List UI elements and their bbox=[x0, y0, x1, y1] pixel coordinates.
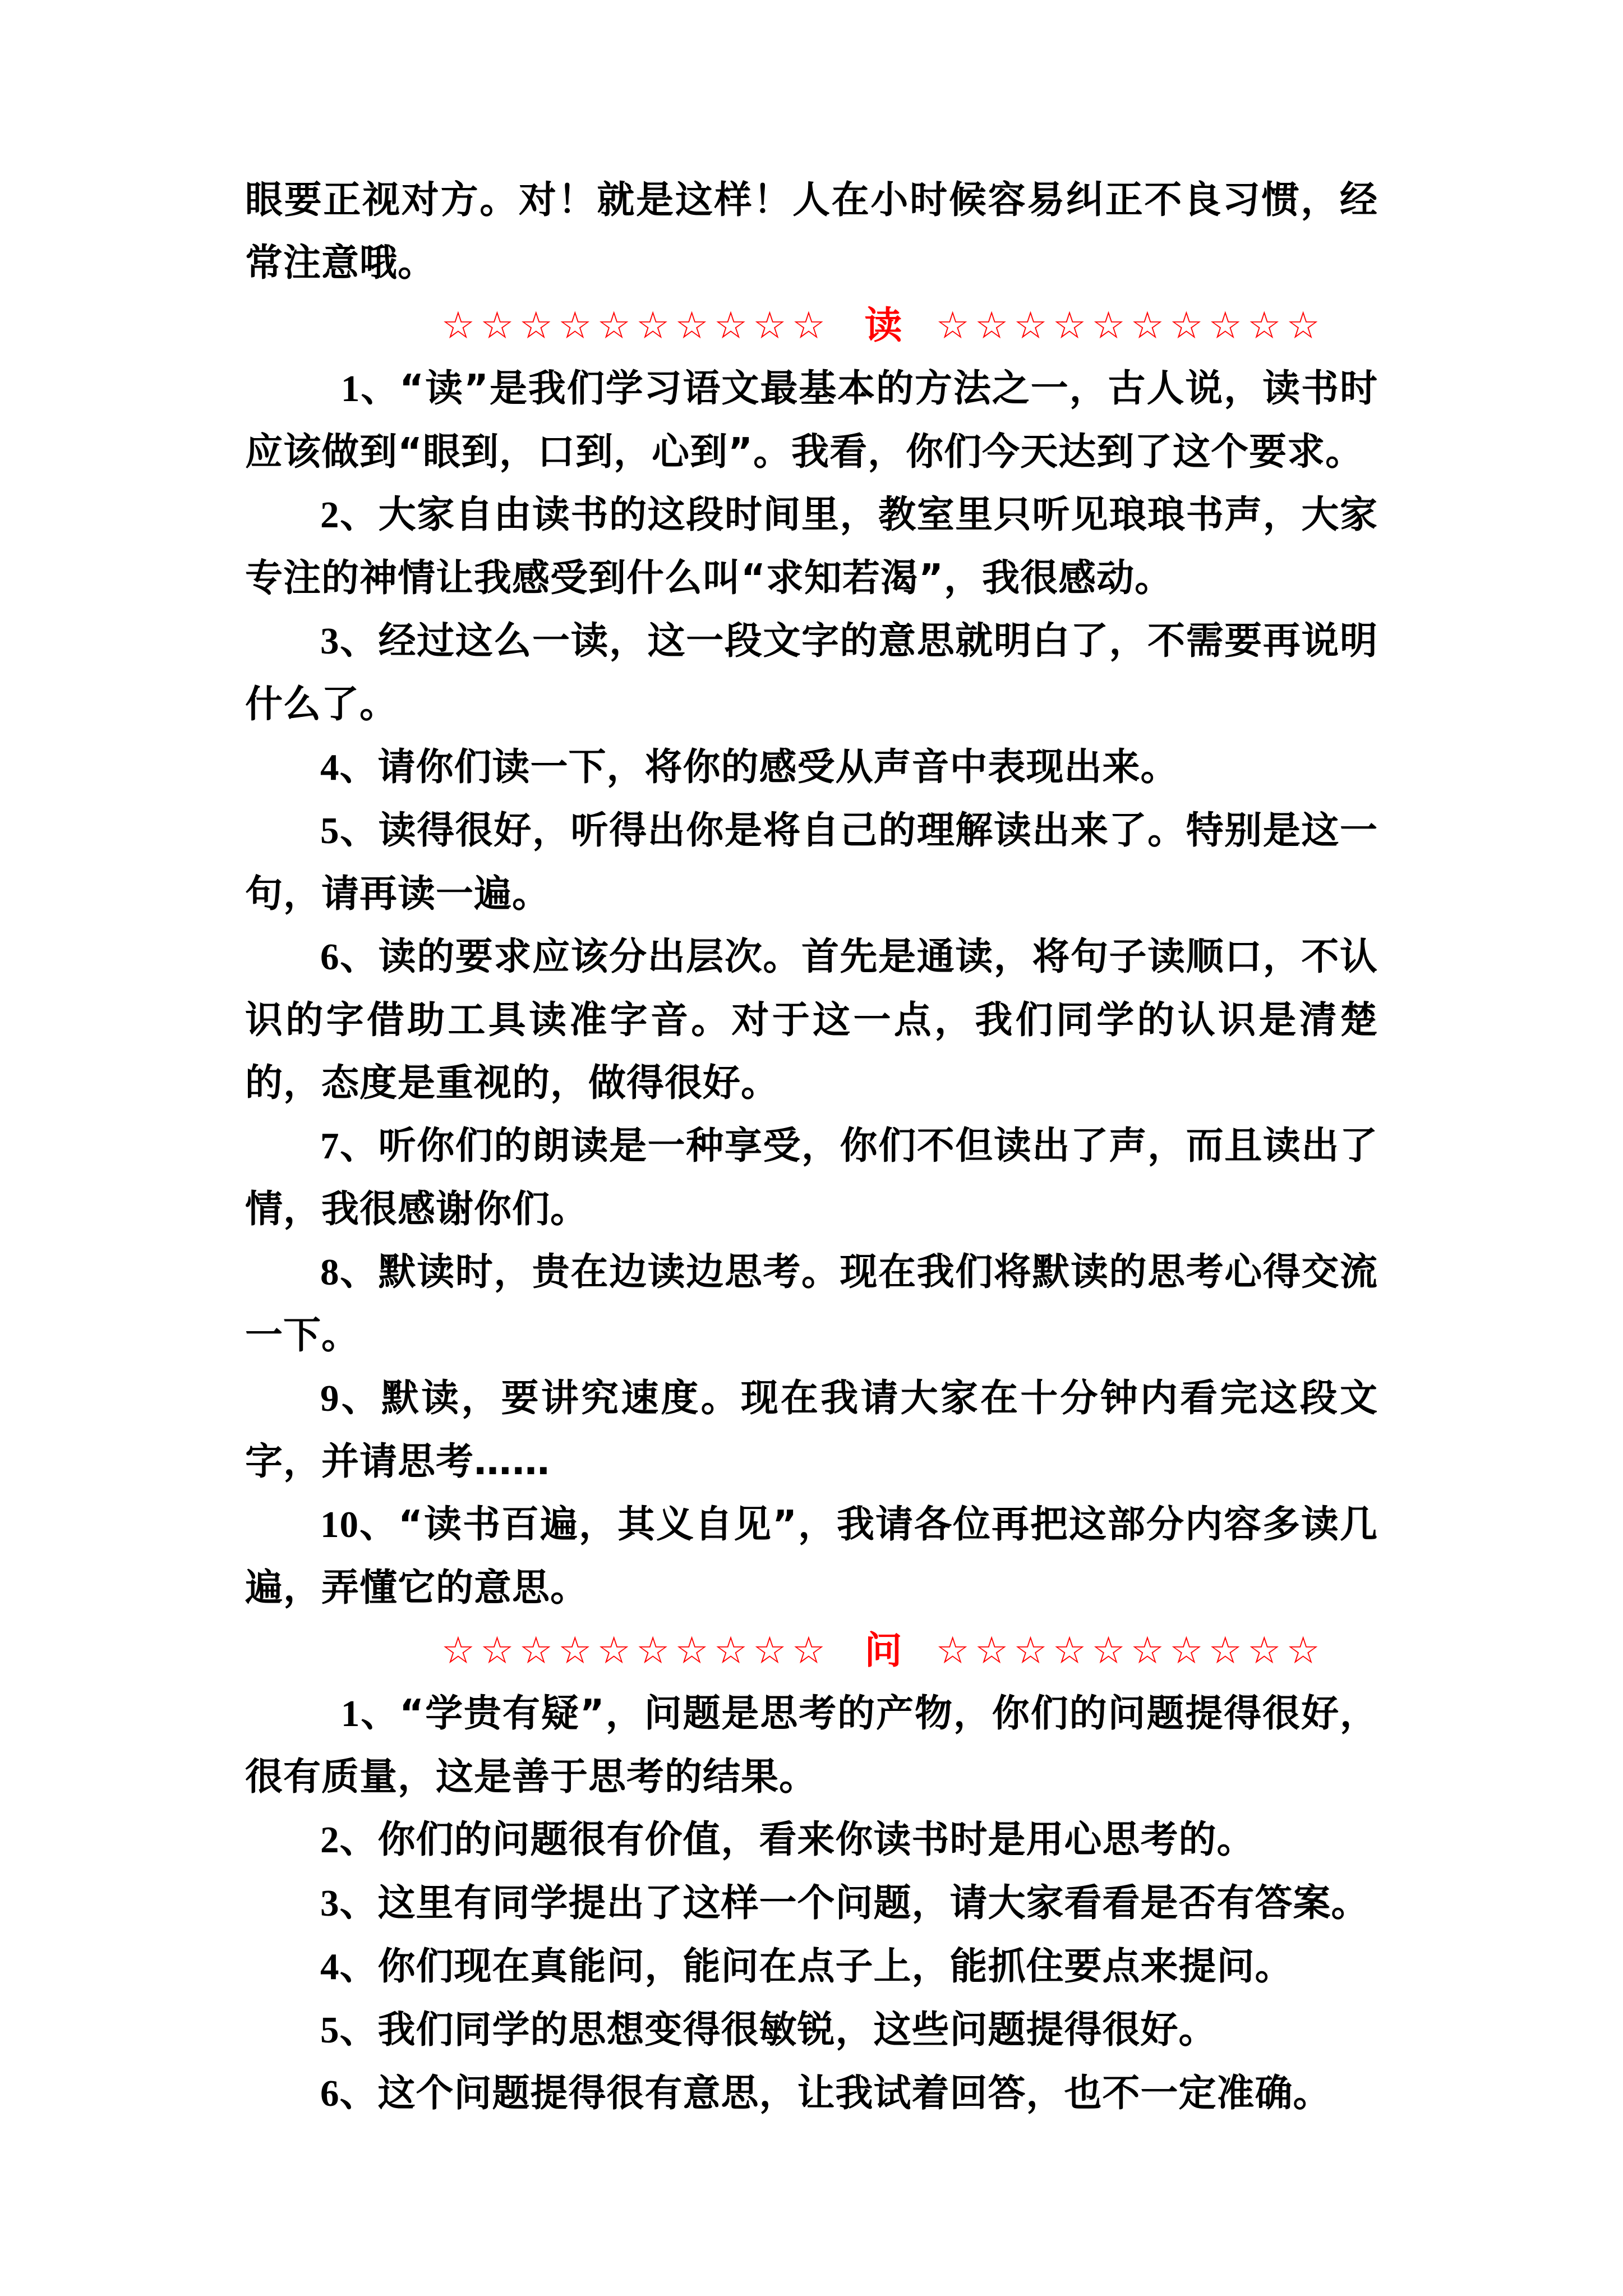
page-content bbox=[245, 168, 1378, 2125]
item-text: 默读时，贵在边读边思考。现在我们将默读的思考心得交流一下。 bbox=[245, 1250, 1378, 1357]
list-item bbox=[245, 1998, 1378, 2062]
list-item bbox=[245, 2062, 1378, 2125]
intro-paragraph: 眼要正视对方。对！就是这样！人在小时候容易纠正不良习惯，经常注意哦。 bbox=[245, 178, 1378, 284]
item-text: 大家自由读书的这段时间里，教室里只听见琅琅书声，大家专注的神情让我感受到什么叫“求知若渴”，我很感动。 bbox=[245, 493, 1378, 600]
list-item bbox=[245, 925, 1378, 1114]
list-item bbox=[245, 1114, 1378, 1240]
item-number: 4、 bbox=[320, 1946, 378, 1987]
item-number: 6、 bbox=[320, 2073, 378, 2114]
item-number: 6、 bbox=[320, 936, 379, 978]
item-text: “读”是我们学习语文最基本的方法之一，古人说，读书时应该做到“眼到，口到，心到”。我看，你们今天达到了这个要求。 bbox=[245, 366, 1378, 473]
item-text: 默读，要讲究速度。现在我请大家在十分钟内看完这段文字，并请思考…… bbox=[245, 1376, 1378, 1483]
list-item bbox=[245, 483, 1378, 609]
item-number: 4、 bbox=[320, 747, 378, 788]
item-text: 经过这么一读，这一段文字的意思就明白了，不需要再说明什么了。 bbox=[245, 619, 1378, 726]
item-text: 你们的问题很有价值，看来你读书时是用心思考的。 bbox=[377, 1818, 1255, 1861]
item-text: 读的要求应该分出层次。首先是通读，将句子读顺口，不认识的字借助工具读准字音。对于这一点，我们同学的认识是清楚的，态度是重视的，做得很好。 bbox=[245, 935, 1378, 1105]
item-number: 7、 bbox=[320, 1125, 379, 1167]
list-item bbox=[245, 735, 1378, 799]
item-number: 3、 bbox=[320, 620, 379, 662]
list-item bbox=[245, 1493, 1378, 1619]
section-title-read: 读 bbox=[864, 303, 902, 347]
section-title-ask: 问 bbox=[864, 1628, 902, 1672]
item-number: 1、 bbox=[340, 1693, 400, 1734]
list-item bbox=[245, 1871, 1378, 1935]
star-row-right: ☆☆☆☆☆☆☆☆☆☆ bbox=[935, 303, 1326, 347]
item-number: 8、 bbox=[320, 1251, 379, 1293]
item-number: 10、 bbox=[320, 1504, 398, 1545]
section-heading-read bbox=[317, 294, 1450, 357]
item-text: 请你们读一下，将你的感受从声音中表现出来。 bbox=[377, 745, 1179, 789]
list-item bbox=[245, 1366, 1378, 1493]
item-text: “学贵有疑”，问题是思考的产物，你们的问题提得很好，很有质量，这是善于思考的结果。 bbox=[245, 1691, 1378, 1798]
list-item bbox=[245, 799, 1378, 925]
item-number: 2、 bbox=[320, 1819, 378, 1861]
list-item bbox=[245, 357, 1378, 483]
item-text: 这里有同学提出了这样一个问题，请大家看看是否有答案。 bbox=[377, 1881, 1370, 1925]
item-text: 读得很好，听得出你是将自己的理解读出来了。特别是这一句，请再读一遍。 bbox=[245, 808, 1378, 915]
item-text: 你们现在真能问，能问在点子上，能抓住要点来提问。 bbox=[377, 1944, 1293, 1988]
item-text: 听你们的朗读是一种享受，你们不但读出了声，而且读出了情，我很感谢你们。 bbox=[245, 1124, 1378, 1231]
item-number: 5、 bbox=[320, 2009, 378, 2051]
list-item bbox=[245, 1935, 1378, 1998]
item-number: 1、 bbox=[340, 368, 400, 409]
list-item bbox=[245, 1808, 1378, 1871]
list-item bbox=[245, 609, 1378, 735]
item-number: 2、 bbox=[320, 494, 379, 536]
list-item bbox=[245, 1682, 1378, 1808]
item-text: 这个问题提得很有意思，让我试着回答，也不一定准确。 bbox=[377, 2071, 1331, 2115]
star-row-left: ☆☆☆☆☆☆☆☆☆☆ bbox=[441, 1628, 831, 1672]
item-number: 5、 bbox=[320, 810, 379, 852]
section-heading-ask bbox=[317, 1619, 1450, 1682]
item-text: 我们同学的思想变得很敏锐，这些问题提得很好。 bbox=[377, 2008, 1217, 2051]
item-number: 3、 bbox=[320, 1883, 378, 1924]
star-row-left: ☆☆☆☆☆☆☆☆☆☆ bbox=[441, 303, 831, 347]
item-number: 9、 bbox=[320, 1378, 381, 1419]
list-item bbox=[245, 1240, 1378, 1366]
item-text: “读书百遍，其义自见”，我请各位再把这部分内容多读几遍，弄懂它的意思。 bbox=[245, 1502, 1378, 1609]
star-row-right: ☆☆☆☆☆☆☆☆☆☆ bbox=[935, 1628, 1326, 1672]
